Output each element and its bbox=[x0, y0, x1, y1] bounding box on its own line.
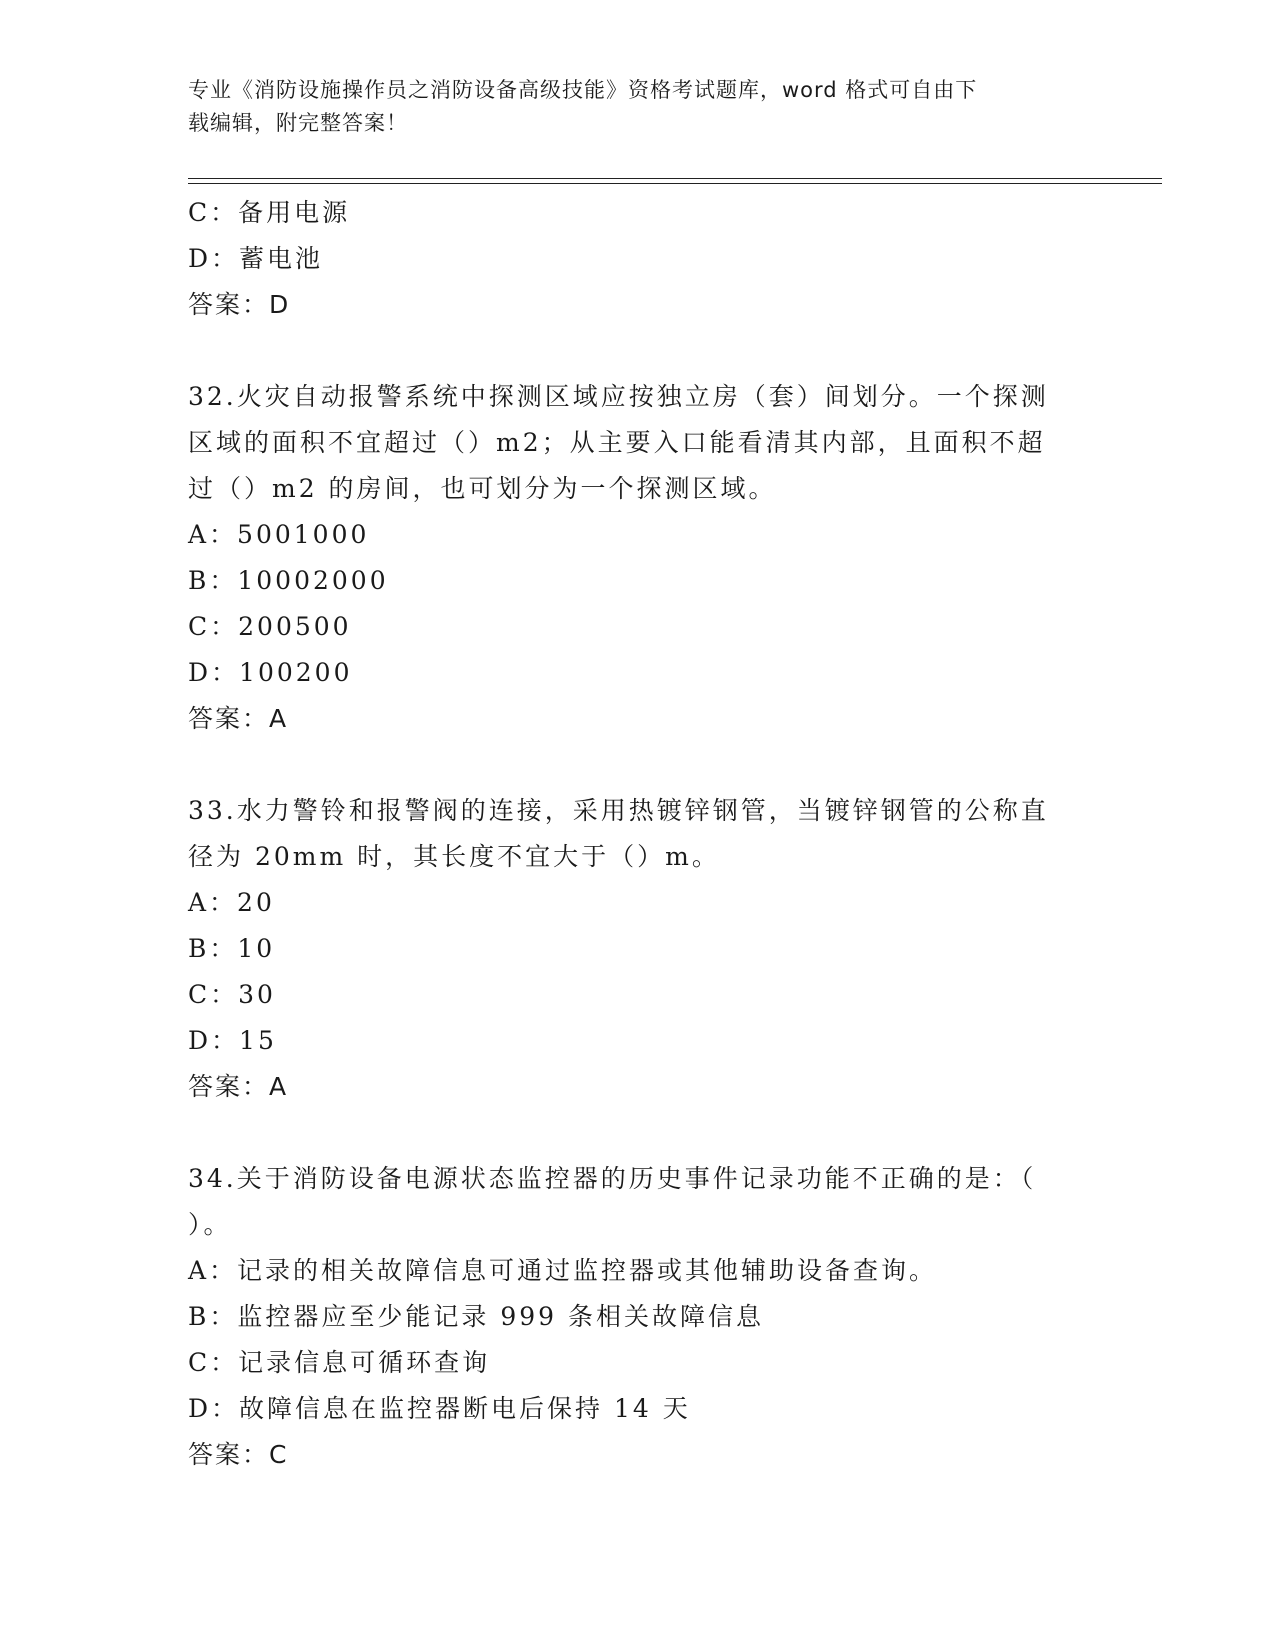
option-b: B：监控器应至少能记录 999 条相关故障信息 bbox=[188, 1302, 764, 1331]
option-b: B：10002000 bbox=[188, 566, 389, 595]
question-32 bbox=[188, 374, 1088, 742]
header-rule-top bbox=[188, 178, 1162, 179]
stem-line: 区域的面积不宜超过（）m2；从主要入口能看清其内部，且面积不超 bbox=[188, 428, 1046, 457]
question-34 bbox=[188, 1156, 1088, 1478]
option-d: D：故障信息在监控器断电后保持 14 天 bbox=[188, 1394, 691, 1423]
stem-line: 34.关于消防设备电源状态监控器的历史事件记录功能不正确的是：（ bbox=[188, 1164, 1037, 1193]
question-33 bbox=[188, 788, 1088, 1110]
answer: 答案：A bbox=[188, 1072, 289, 1101]
question-content bbox=[188, 190, 1088, 1478]
option-c: C：30 bbox=[188, 980, 276, 1009]
option-d: D：100200 bbox=[188, 658, 353, 687]
stem-line: 径为 20mm 时，其长度不宜大于（）m。 bbox=[188, 842, 720, 871]
option-d: D：蓄电池 bbox=[188, 244, 324, 273]
answer: 答案：A bbox=[188, 704, 289, 733]
option-a: A：5001000 bbox=[188, 520, 370, 549]
header-rule-bottom bbox=[188, 183, 1162, 184]
answer: 答案：D bbox=[188, 290, 291, 319]
option-a: A：20 bbox=[188, 888, 275, 917]
option-c: C：记录信息可循环查询 bbox=[188, 1348, 491, 1377]
question-stem bbox=[188, 788, 1078, 880]
header-line-1: 专业《消防设施操作员之消防设备高级技能》资格考试题库，word 格式可自由下 bbox=[188, 78, 978, 102]
option-c: C：备用电源 bbox=[188, 198, 351, 227]
prev-question bbox=[188, 190, 1088, 328]
question-stem bbox=[188, 374, 1078, 512]
option-b: B：10 bbox=[188, 934, 276, 963]
header-line-2: 载编辑，附完整答案！ bbox=[188, 111, 408, 135]
stem-line: 过（）m2 的房间，也可划分为一个探测区域。 bbox=[188, 474, 777, 503]
stem-line: 33.水力警铃和报警阀的连接，采用热镀锌钢管，当镀锌钢管的公称直 bbox=[188, 796, 1049, 825]
stem-line: ）。 bbox=[188, 1210, 232, 1239]
question-stem bbox=[188, 1156, 1078, 1248]
stem-line: 32.火灾自动报警系统中探测区域应按独立房（套）间划分。一个探测 bbox=[188, 382, 1049, 411]
option-d: D：15 bbox=[188, 1026, 277, 1055]
option-c: C：200500 bbox=[188, 612, 352, 641]
document-header bbox=[188, 74, 1068, 140]
answer: 答案：C bbox=[188, 1440, 289, 1469]
option-a: A：记录的相关故障信息可通过监控器或其他辅助设备查询。 bbox=[188, 1256, 938, 1285]
